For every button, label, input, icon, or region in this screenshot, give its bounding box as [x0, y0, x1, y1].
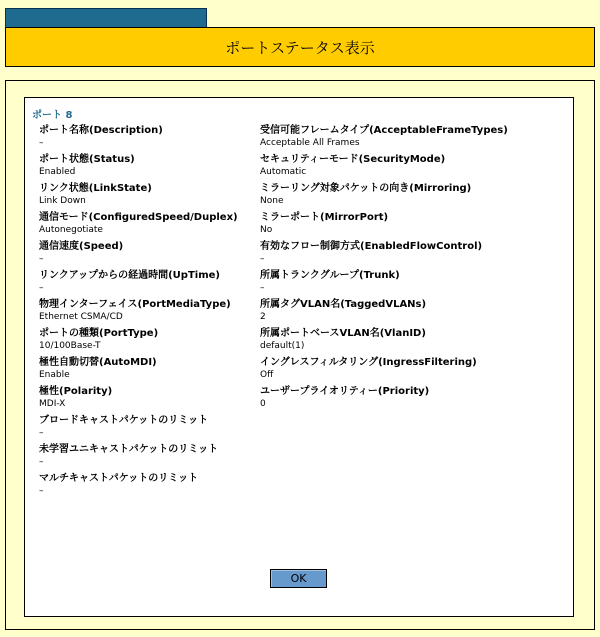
field-value: – — [260, 283, 265, 293]
field-uptime — [39, 269, 254, 298]
field-mirroring — [260, 182, 565, 211]
field-value: Automatic — [260, 167, 307, 177]
field-value: Enabled — [39, 167, 76, 177]
field-value: – — [39, 283, 44, 293]
port-heading: ポート 8 — [32, 110, 73, 121]
field-value: – — [39, 254, 44, 264]
field-label: ポート名称(Description) — [39, 125, 163, 136]
field-label: 通信速度(Speed) — [39, 241, 124, 252]
field-acceptable-frame-types — [260, 124, 565, 153]
field-label: 未学習ユニキャストパケットのリミット — [39, 444, 219, 455]
field-label: 有効なフロー制御方式(EnabledFlowControl) — [260, 241, 483, 252]
field-value: – — [39, 428, 44, 438]
field-security-mode — [260, 153, 565, 182]
field-label: 受信可能フレームタイプ(AcceptableFrameTypes) — [260, 125, 508, 136]
field-label: ブロードキャストパケットのリミット — [39, 415, 209, 426]
field-label: 極性自動切替(AutoMDI) — [39, 357, 157, 368]
field-value: Enable — [39, 370, 70, 380]
field-value: default(1) — [260, 341, 305, 351]
field-mirror-port — [260, 211, 565, 240]
port-status-panel — [24, 97, 574, 617]
field-label: ユーザープライオリティー(Priority) — [260, 386, 430, 397]
field-label: イングレスフィルタリング(IngressFiltering) — [260, 357, 477, 368]
field-value: – — [39, 486, 44, 496]
field-label: 物理インターフェイス(PortMediaType) — [39, 299, 231, 310]
field-value: None — [260, 196, 284, 206]
field-trunk — [260, 269, 565, 298]
field-value: 2 — [260, 312, 266, 322]
field-value: Acceptable All Frames — [260, 138, 360, 148]
field-label: ポートの種類(PortType) — [39, 328, 159, 339]
field-port-media-type — [39, 298, 254, 327]
field-value: Off — [260, 370, 274, 380]
field-value: – — [39, 138, 44, 148]
field-label: 通信モード(ConfiguredSpeed/Duplex) — [39, 212, 238, 223]
field-value: Autonegotiate — [39, 225, 103, 235]
field-multicast-limit — [39, 472, 254, 501]
left-column — [39, 124, 254, 501]
field-port-type — [39, 327, 254, 356]
field-link-state — [39, 182, 254, 211]
field-description — [39, 124, 254, 153]
header-tab — [5, 8, 207, 27]
field-configured-speed-duplex — [39, 211, 254, 240]
field-auto-mdi — [39, 356, 254, 385]
field-tagged-vlans — [260, 298, 565, 327]
field-speed — [39, 240, 254, 269]
page-title-bar — [5, 27, 595, 67]
page-title: ポートステータス表示 — [225, 38, 375, 57]
field-ingress-filtering — [260, 356, 565, 385]
field-label: リンクアップからの経過時間(UpTime) — [39, 270, 220, 281]
field-value: MDI-X — [39, 399, 66, 409]
field-label: セキュリティーモード(SecurityMode) — [260, 154, 446, 165]
field-unknown-unicast-limit — [39, 443, 254, 472]
field-value: No — [260, 225, 273, 235]
field-value: – — [39, 457, 44, 467]
field-value: 0 — [260, 399, 266, 409]
field-label: ミラーポート(MirrorPort) — [260, 212, 389, 223]
field-label: 極性(Polarity) — [39, 386, 113, 397]
field-enabled-flow-control — [260, 240, 565, 269]
field-status — [39, 153, 254, 182]
field-label: ミラーリング対象パケットの向き(Mirroring) — [260, 183, 472, 194]
field-broadcast-limit — [39, 414, 254, 443]
field-polarity — [39, 385, 254, 414]
right-column — [260, 124, 565, 414]
field-value: 10/100Base-T — [39, 341, 101, 351]
field-label: 所属トランクグループ(Trunk) — [260, 270, 400, 281]
field-vlan-id — [260, 327, 565, 356]
field-label: 所属ポートベースVLAN名(VlanID) — [260, 328, 426, 339]
field-label: リンク状態(LinkState) — [39, 183, 152, 194]
field-label: ポート状態(Status) — [39, 154, 135, 165]
field-label: マルチキャストパケットのリミット — [39, 473, 199, 484]
field-value: – — [260, 254, 265, 264]
field-label: 所属タグVLAN名(TaggedVLANs) — [260, 299, 427, 310]
outer-panel — [5, 80, 595, 630]
ok-button[interactable]: OK — [270, 569, 327, 588]
field-value: Link Down — [39, 196, 86, 206]
field-priority — [260, 385, 565, 414]
field-value: Ethernet CSMA/CD — [39, 312, 123, 322]
